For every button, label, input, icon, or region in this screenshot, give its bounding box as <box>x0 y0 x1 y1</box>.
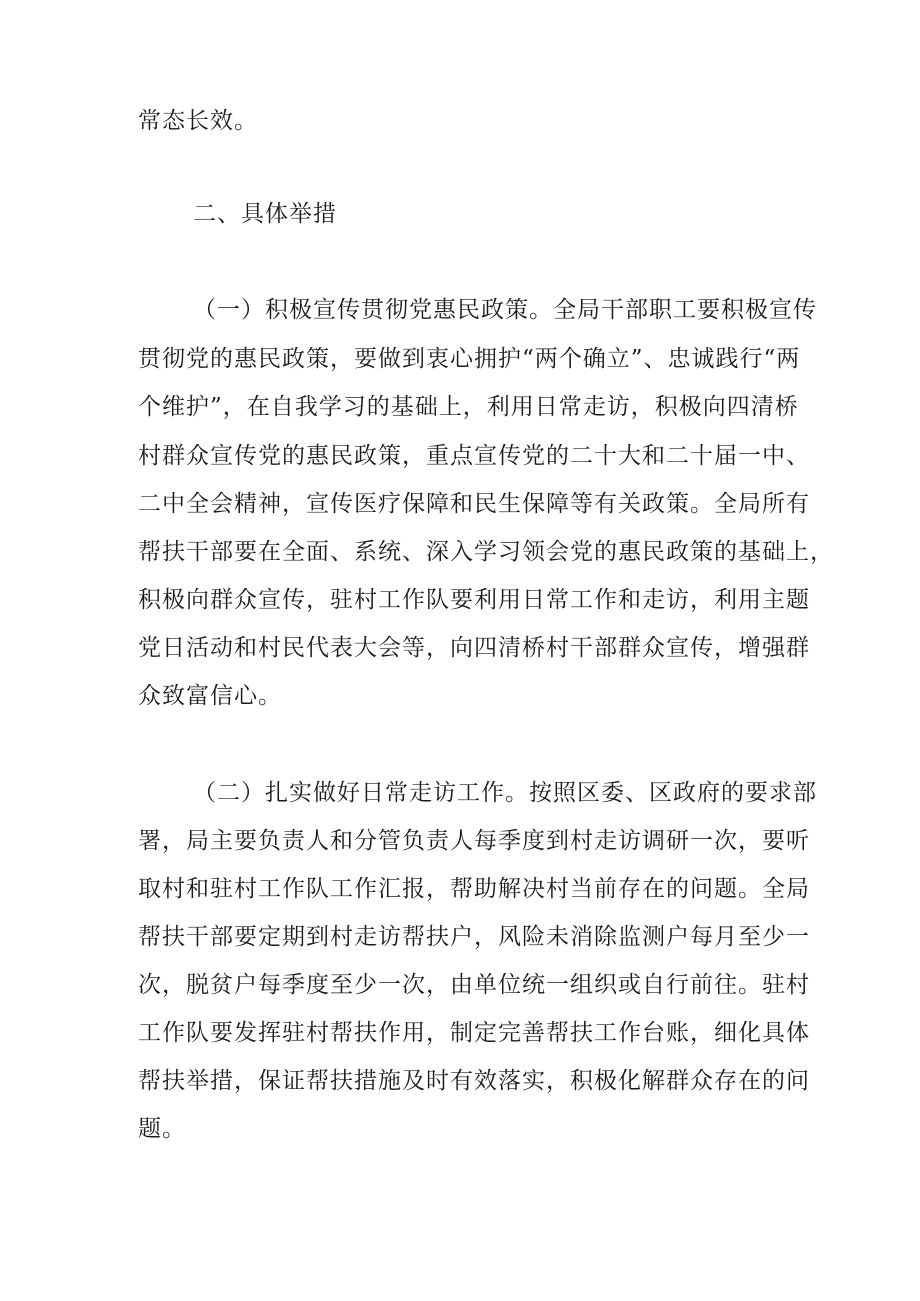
paragraph-2-line: 帮扶干部要定期到村走访帮扶户，风险未消除监测户每月至少一 <box>138 924 810 950</box>
paragraph-2-line: 署，局主要负责人和分管负责人每季度到村走访调研一次，要听 <box>138 828 810 854</box>
paragraph-2-line: 帮扶举措，保证帮扶措施及时有效落实，积极化解群众存在的问 <box>138 1068 810 1094</box>
paragraph-1-line: 众致富信心。 <box>138 683 282 709</box>
paragraph-2-line: 题。 <box>138 1116 186 1142</box>
paragraph-1-line: （一）积极宣传贯彻党惠民政策。全局干部职工要积极宣传 <box>193 297 817 323</box>
paragraph-1-line: 贯彻党的惠民政策，要做到衷心拥护“两个确立”、忠诚践行“两 <box>138 346 801 372</box>
paragraph-2-line: 工作队要发挥驻村帮扶作用，制定完善帮扶工作台账，细化具体 <box>138 1020 810 1046</box>
paragraph-1-line: 村群众宣传党的惠民政策，重点宣传党的二十大和二十届一中、 <box>138 443 810 469</box>
paragraph-continuation-line: 常态长效。 <box>138 108 258 134</box>
paragraph-1-line: 帮扶干部要在全面、系统、深入学习领会党的惠民政策的基础上， <box>138 539 834 565</box>
paragraph-2-line: 次，脱贫户每季度至少一次，由单位统一组织或自行前往。驻村 <box>138 972 810 998</box>
paragraph-1-line: 党日活动和村民代表大会等，向四清桥村干部群众宣传，增强群 <box>138 635 810 661</box>
paragraph-2-line: 取村和驻村工作队工作汇报，帮助解决村当前存在的问题。全局 <box>138 876 810 902</box>
paragraph-1-line: 个维护”，在自我学习的基础上，利用日常走访，积极向四清桥 <box>138 394 799 420</box>
paragraph-1-line: 二中全会精神，宣传医疗保障和民生保障等有关政策。全局所有 <box>138 491 810 517</box>
paragraph-1-line: 积极向群众宣传，驻村工作队要利用日常工作和走访，利用主题 <box>138 587 810 613</box>
section-heading: 二、具体举措 <box>193 201 337 227</box>
paragraph-2-line: （二）扎实做好日常走访工作。按照区委、区政府的要求部 <box>193 780 817 806</box>
